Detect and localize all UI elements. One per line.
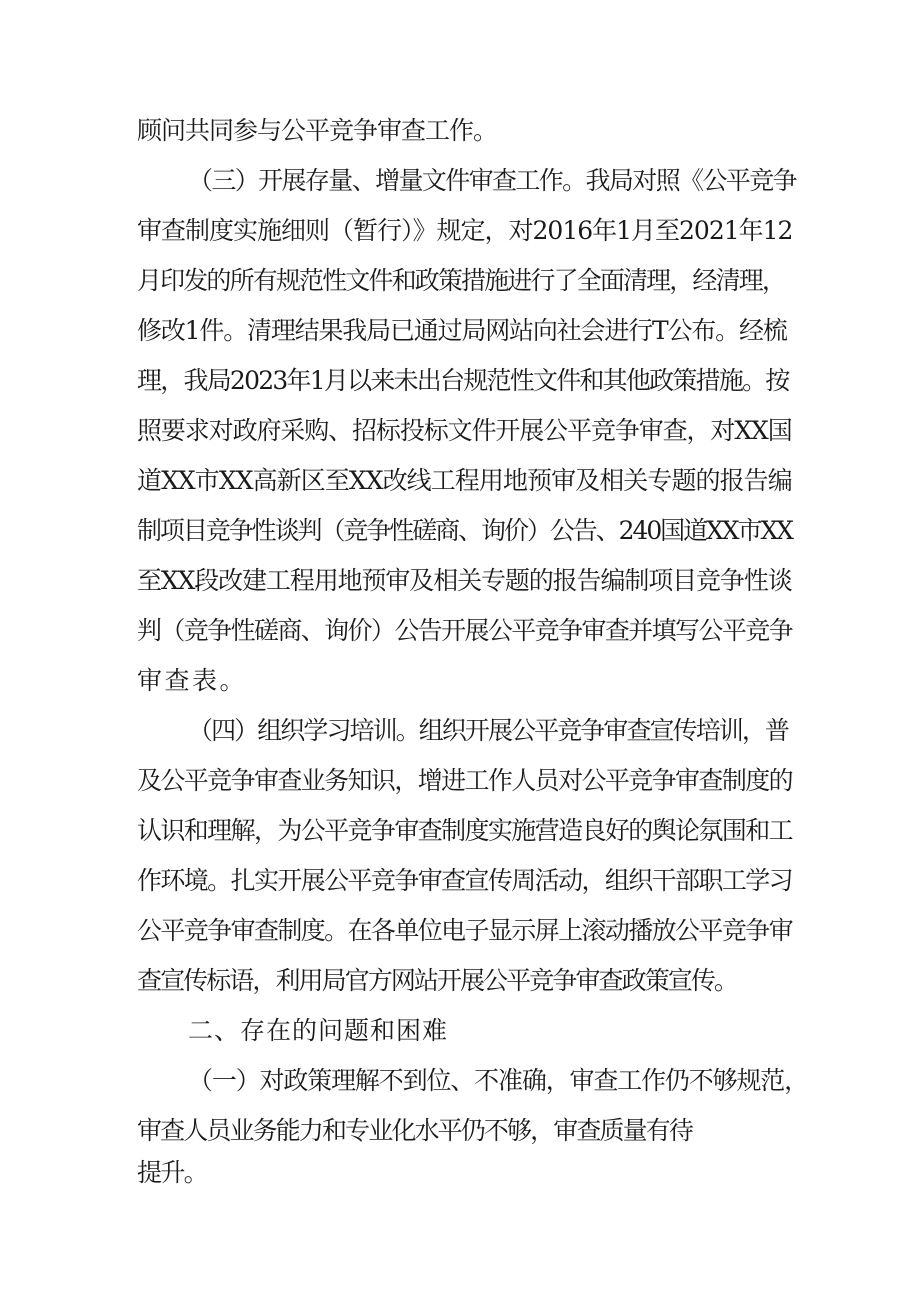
text-line: 提升。: [137, 1158, 208, 1187]
text-line: 至XX段改建工程用地预审及相关专题的报告编制项目竞争性谈: [137, 566, 792, 595]
text-line: 理，我局2023年1月以来未出台规范性文件和其他政策措施。按: [137, 366, 789, 395]
text-line: 认识和理解，为公平竞争审查制度实施营造良好的舆论氛围和工: [137, 816, 793, 845]
text-line: 道XX市XX高新区至XX改线工程用地预审及相关专题的报告编: [137, 466, 792, 495]
text-line: 制项目竞争性谈判（竞争性磋商、询价）公告、240国道XX市XX: [137, 516, 792, 545]
text-line: 作环境。扎实开展公平竞争审查宣传周活动，组织干部职工学习: [137, 866, 793, 895]
text-line: 照要求对政府采购、招标投标文件开展公平竞争审查，对XX国: [137, 416, 792, 445]
text-line: 审查制度实施细则（暂行）》规定，对2016年1月至2021年12: [137, 216, 793, 245]
text-line: 公平竞争审查制度。在各单位电子显示屏上滚动播放公平竞争审: [137, 916, 793, 945]
text-line: 月印发的所有规范性文件和政策措施进行了全面清理，经清理，: [137, 266, 786, 295]
section-heading-1: （一）对政策理解不到位、不准确，审查工作仍不够规范，: [188, 1066, 809, 1095]
section-heading-4: （四）组织学习培训。组织开展公平竞争审查宣传培训，普: [188, 716, 789, 745]
text-line: 查宣传标语，利用局官方网站开展公平竞争审查政策宣传。: [137, 966, 738, 995]
chapter-heading-2: 二、存在的问题和困难: [188, 1016, 449, 1045]
text-line: 审查人员业务能力和专业化水平仍不够，审查质量有待: [137, 1116, 693, 1145]
section-heading-3: （三）开展存量、增量文件审查工作。我局对照《公平竞争: [188, 166, 797, 195]
text-line: 修改1件。清理结果我局已通过局网站向社会进行T公布。经梳: [137, 316, 787, 345]
text-line: 顾问共同参与公平竞争审查工作。: [137, 116, 498, 145]
text-line: 及公平竞争审查业务知识，增进工作人员对公平竞争审查制度的: [137, 766, 793, 795]
text-line: 判（竞争性磋商、询价）公告开展公平竞争审查并填写公平竞争: [137, 616, 793, 645]
text-line: 审查表。: [137, 666, 248, 695]
